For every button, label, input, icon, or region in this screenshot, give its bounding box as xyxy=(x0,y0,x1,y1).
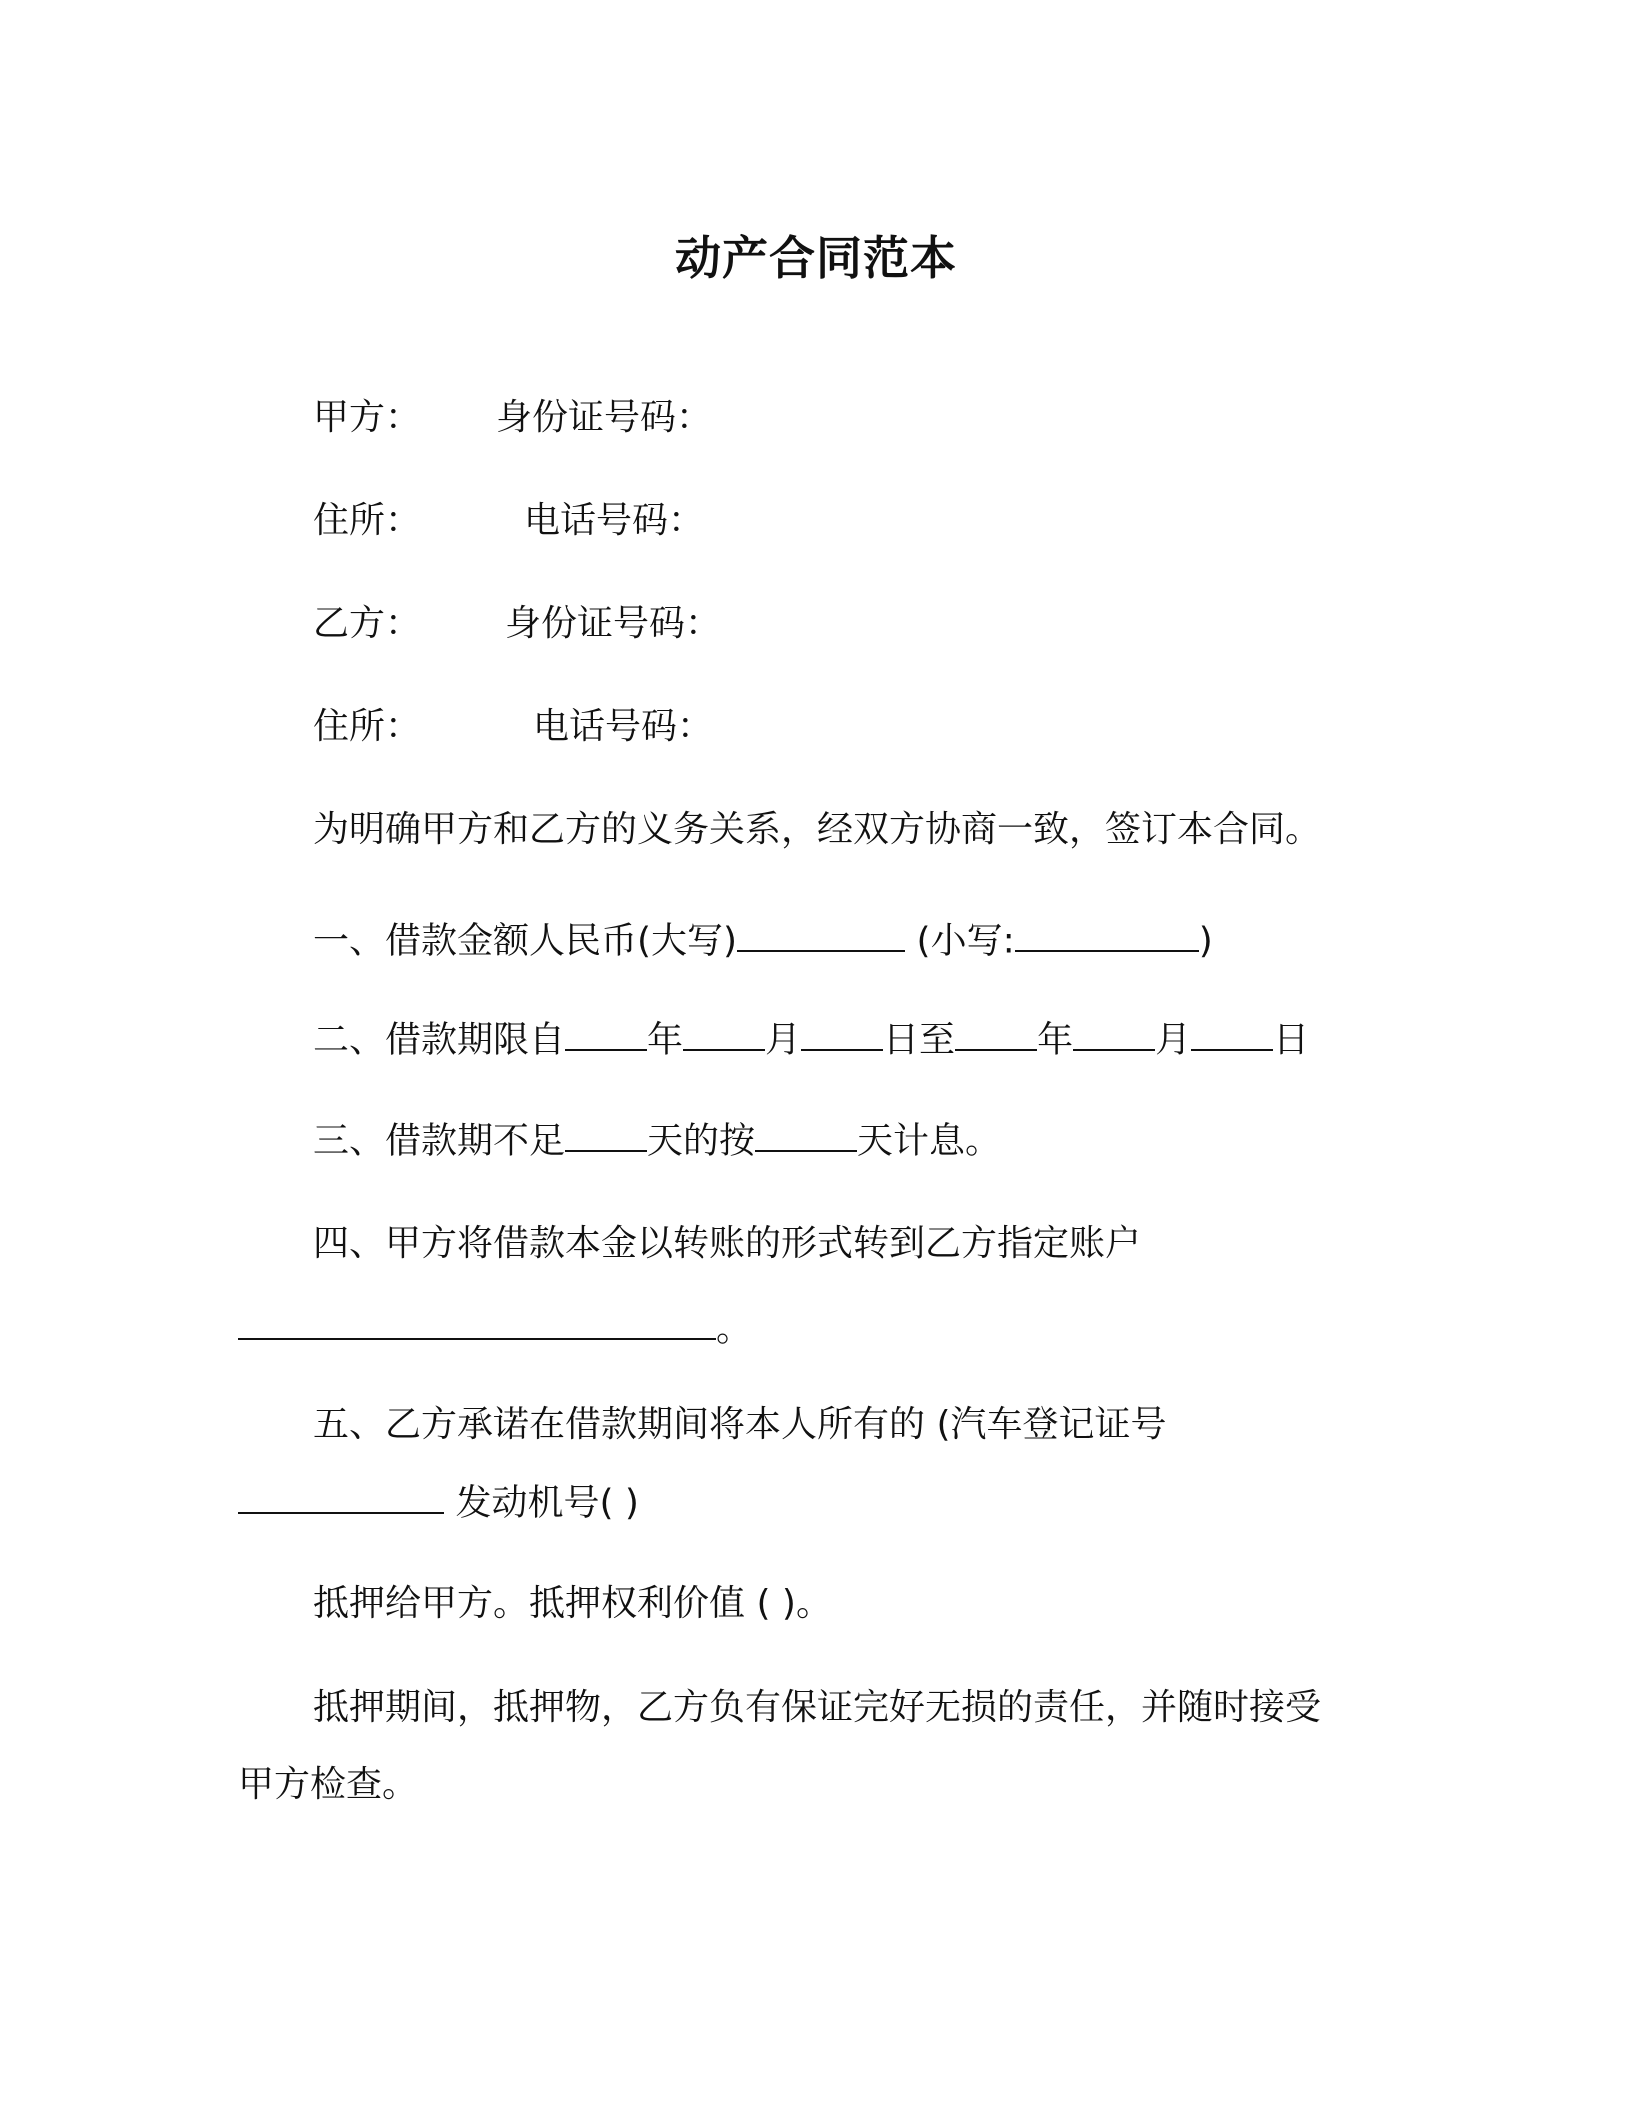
clause-4-account-line xyxy=(238,1306,752,1351)
party-a-id-label: 身份证号码： xyxy=(496,397,713,438)
engine-number-label: 发动机号( ) xyxy=(444,1482,639,1524)
clause-3 xyxy=(313,1118,1001,1163)
party-b-address-label: 住所： xyxy=(313,706,422,747)
clause-2-prefix: 二、借款期限自 xyxy=(313,1019,566,1061)
pledge-text: 抵押给甲方。抵押权利价值 ( )。 xyxy=(313,1583,832,1624)
start-year-blank xyxy=(565,1017,647,1051)
start-month-label: 月 xyxy=(765,1019,802,1061)
clause-1-prefix: 一、借款金额人民币(大写) xyxy=(313,920,738,962)
account-blank xyxy=(238,1306,716,1340)
start-year-label: 年 xyxy=(647,1019,684,1061)
clause-2 xyxy=(313,1017,1309,1062)
end-year-label: 年 xyxy=(1037,1019,1074,1061)
party-b-name-label: 乙方： xyxy=(313,603,422,644)
start-day-label: 日至 xyxy=(883,1019,956,1061)
amount-uppercase-blank xyxy=(737,918,905,952)
interest-days-blank xyxy=(755,1118,857,1152)
clause-4-text: 四、甲方将借款本金以转账的形式转到乙方指定账户 xyxy=(313,1223,1142,1264)
clause-5-text: 五、乙方承诺在借款期间将本人所有的 (汽车登记证号 xyxy=(313,1404,1167,1445)
party-a-phone-label: 电话号码： xyxy=(524,500,705,541)
party-b-phone-label: 电话号码： xyxy=(533,706,714,747)
clause-5-engine-line xyxy=(238,1480,639,1525)
end-day-label: 日 xyxy=(1273,1019,1310,1061)
clause-3-middle: 天的按 xyxy=(647,1120,756,1162)
clause-1-suffix: ) xyxy=(1198,920,1213,962)
amount-lowercase-blank xyxy=(1015,918,1199,952)
end-month-label: 月 xyxy=(1155,1019,1192,1061)
registration-number-blank xyxy=(238,1480,444,1514)
party-b-id-label: 身份证号码： xyxy=(505,603,722,644)
short-days-blank xyxy=(565,1118,647,1152)
responsibility-line-2: 甲方检查。 xyxy=(238,1764,419,1805)
document-title: 动产合同范本 xyxy=(675,231,957,285)
party-a-name-label: 甲方： xyxy=(313,397,422,438)
end-month-blank xyxy=(1073,1017,1155,1051)
responsibility-line-1: 抵押期间，抵押物，乙方负有保证完好无损的责任，并随时接受 xyxy=(313,1687,1322,1728)
start-month-blank xyxy=(683,1017,765,1051)
clause-1 xyxy=(313,918,1213,963)
clause-3-suffix: 天计息。 xyxy=(857,1120,1002,1162)
clause-1-middle: (小写: xyxy=(905,920,1015,962)
preamble: 为明确甲方和乙方的义务关系，经双方协商一致，签订本合同。 xyxy=(313,809,1322,850)
clause-4-suffix: 。 xyxy=(716,1308,753,1350)
end-day-blank xyxy=(1191,1017,1273,1051)
clause-3-prefix: 三、借款期不足 xyxy=(313,1120,566,1162)
end-year-blank xyxy=(955,1017,1037,1051)
party-a-address-label: 住所： xyxy=(313,500,422,541)
start-day-blank xyxy=(801,1017,883,1051)
